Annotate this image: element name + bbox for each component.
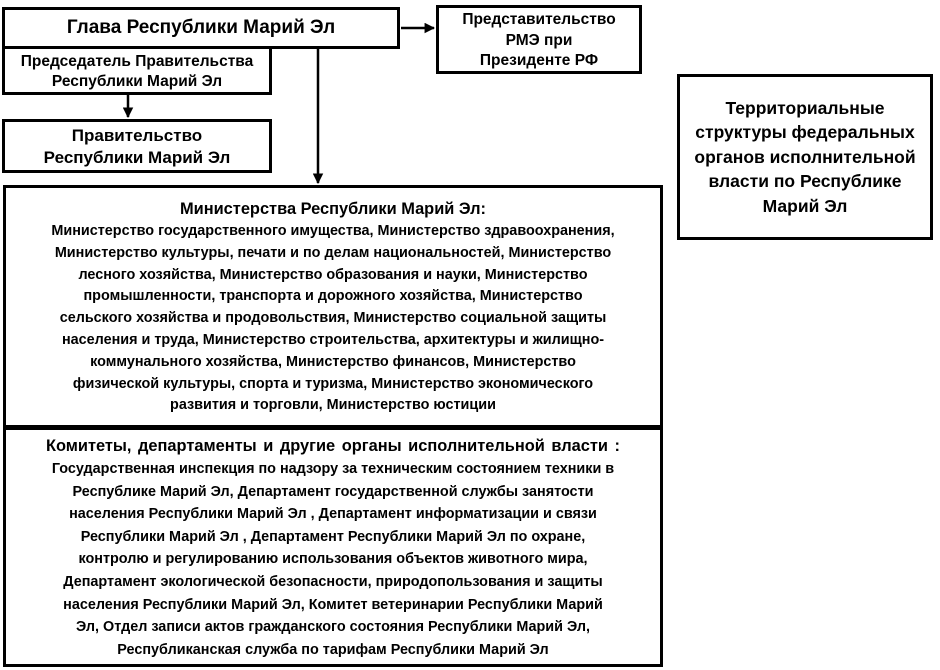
territorial-line: Территориальные: [725, 97, 885, 118]
territorial-line: власти по Республике: [708, 171, 902, 192]
representation-line-3: Президенте РФ: [479, 52, 599, 69]
territorial-line: Марий Эл: [762, 195, 848, 216]
territorial-line: органов исполнительной: [694, 146, 916, 167]
committees-line: Эл, Отдел записи актов гражданского состояния Республики Марий Эл,: [76, 619, 590, 636]
committees-line: населения Республики Марий Эл, Комитет ветеринарии Республики Марий: [63, 596, 603, 613]
committees-heading: Комитеты, департаменты и другие органы исполнительной власти :: [45, 437, 621, 455]
ministries-line: Министерство культуры, печати и по делам национальностей, Министерство: [54, 244, 612, 261]
ministries-line: коммунального хозяйства, Министерство финансов, Министерство: [90, 353, 576, 370]
committees-box: [3, 427, 663, 667]
representation-line-1: Представительство: [462, 11, 616, 28]
ministries-line: населения и труда, Министерство строительства, архитектуры и жилищно-: [61, 331, 605, 348]
government-chairman-box: [2, 49, 272, 95]
committees-line: Государственная инспекция по надзору за техническим состоянием техники в: [51, 461, 615, 477]
government-box: [2, 119, 272, 173]
committees-line: контролю и регулированию использования объектов животного мира,: [78, 551, 588, 568]
government-chairman-line-1: Председатель Правительства: [20, 53, 254, 70]
territorial-line: структуры федеральных: [695, 122, 915, 143]
committees-line: Республиканская служба по тарифам Республики Марий Эл: [117, 641, 549, 658]
head-of-republic-box: [2, 7, 400, 49]
committees-line: Департамент экологической безопасности, природопользования и защиты: [63, 573, 603, 590]
ministries-line: развития и торговли, Министерство юстиции: [170, 397, 496, 414]
ministries-line: сельского хозяйства и продовольствия, Министерство социальной защиты: [59, 310, 607, 327]
government-chairman-line-2: Республики Марий Эл: [51, 73, 223, 90]
committees-line: Республике Марий Эл, Департамент государственной службы занятости: [72, 483, 594, 500]
territorial-structures-box: [677, 74, 933, 240]
ministries-line: промышленности, транспорта и дорожного хозяйства, Министерство: [83, 288, 583, 305]
ministries-heading: Министерства Республики Марий Эл:: [179, 200, 487, 218]
representation-box: [436, 5, 642, 74]
committees-line: Республики Марий Эл , Департамент Республики Марий Эл по охране,: [80, 528, 586, 545]
ministries-line: Министерство государственного имущества, Министерство здравоохранения,: [51, 223, 615, 239]
representation-line-2: РМЭ при: [505, 31, 573, 49]
ministries-line: лесного хозяйства, Министерство образования и науки, Министерство: [78, 266, 588, 283]
government-line-1: Правительство: [71, 126, 203, 145]
ministries-line: физической культуры, спорта и туризма, Министерство экономического: [72, 375, 594, 392]
head-of-republic-label: Глава Республики Марий Эл: [66, 17, 336, 38]
committees-line: населения Республики Марий Эл , Департамент информатизации и связи: [69, 506, 597, 523]
ministries-box: [3, 185, 663, 428]
government-line-2: Республики Марий Эл: [43, 148, 231, 167]
